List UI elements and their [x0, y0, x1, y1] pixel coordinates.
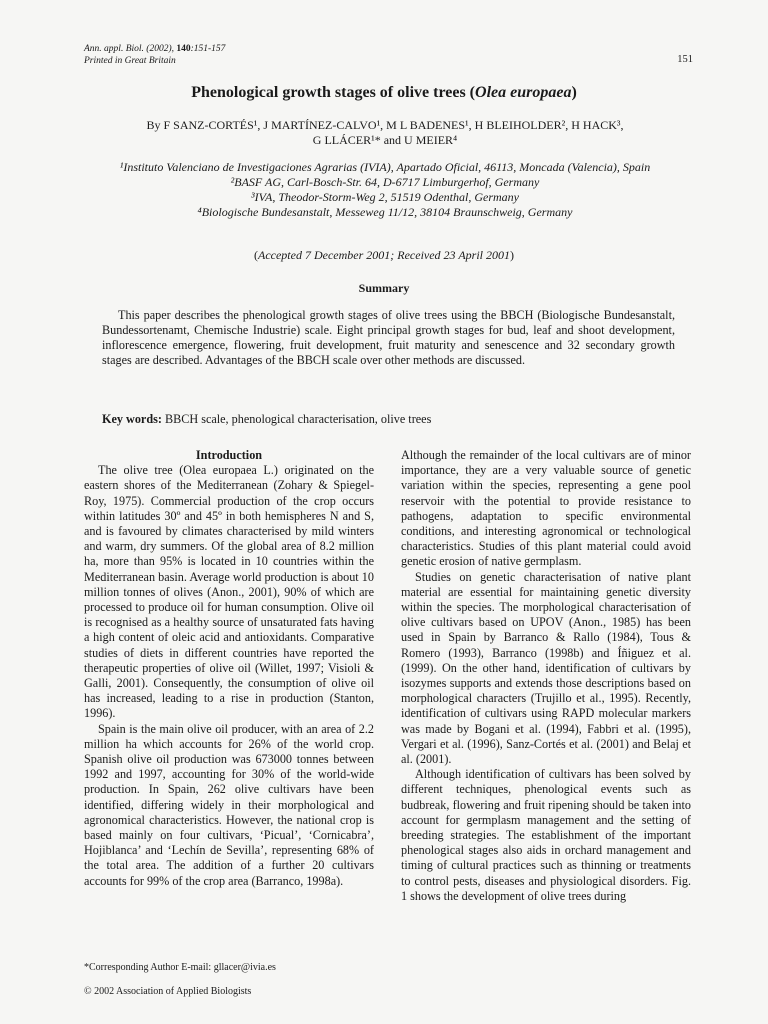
accepted-text: Accepted 7 December 2001; Received 23 April 2001: [257, 248, 511, 262]
author-list: [90, 118, 680, 148]
journal-year: (2002),: [146, 44, 174, 54]
title-close: ): [571, 84, 577, 101]
printed-in: Printed in Great Britain: [84, 55, 176, 66]
introduction-heading: Introduction: [195, 448, 263, 462]
page-number: 151: [677, 54, 693, 65]
authors-line-1: By F SANZ-CORTÉS¹, J MARTÍNEZ-CALVO¹, M L BADENES¹, H BLEIHOLDER², H HACK³,: [146, 118, 624, 132]
body-paragraph: Although the remainder of the local cultivars are of minor importance, they are a very valuable source of genetic variation within the species, representing a gene pool reservoir with the potential to provide resistance to pathogens, adaptation to specific environmental conditions, and interesting agronomical or technological characteristics. Studies of this plant material could avoid genetic erosion of native germplasm.: [401, 448, 691, 569]
keywords-text: BBCH scale, phenological characterisation, olive trees: [161, 412, 432, 426]
title-main: Phenological growth stages of olive trees (: [191, 84, 476, 101]
summary-text: This paper describes the phenological growth stages of olive trees using the BBCH (Biologische Bundesanstalt, Bundessortenamt, Chemische Industrie) scale. Eight principal growth stages for bud, leaf and shoot development, inflorescence emergence, flowering, fruit development, fruit maturity and senescence and 32 secondary growth stages are described. Advantages of the BBCH scale over other methods are discussed.: [102, 308, 675, 367]
body-paragraph: Although identification of cultivars has been solved by different techniques, phenological events such as budbreak, flowering and fruit ripening should be taken into account for germplasm management and the setting of breeding strategies. The establishment of the important phenological stages also aids in orchard management and timing of cultural practices such as thinning or treatments to control pests, diseases and physiological disorders. Fig. 1 shows the development of olive trees during: [401, 767, 691, 903]
affiliation-4: ⁴Biologische Bundesanstalt, Messeweg 11/12, 38104 Braunschweig, Germany: [197, 205, 573, 219]
right-column: [401, 448, 691, 904]
body-paragraph: The olive tree (Olea europaea L.) originated on the eastern shores of the Mediterranean (Zohary & Spiegel-Roy, 1975). Commercial production of the crop occurs within latitudes 30º and 45º in both hemispheres N and S, and is favoured by climates characterised by mild winters and warm, dry summers. Of the global area of 8.2 million ha, more than 95% is located in 10 countries within the Mediterranean basin. Average world production is about 10 million tonnes of olives (Anon., 2001), 90% of which are processed to produce oil for human consumption. Olive oil is recognised as a healthy source of unsaturated fats having a high content of oleic acid and antioxidants. Comparative studies of diets in different countries have reported the therapeutic properties of olive oil (Willet, 1997; Visioli & Galli, 2001). Consequently, the consumption of olive oil has increased, leading to a rise in production (Stanton, 1996).: [84, 463, 374, 721]
corresponding-author-footnote: *Corresponding Author E-mail: gllacer@ivia.es: [84, 962, 276, 973]
keywords-label: Key words:: [102, 412, 162, 426]
affiliation-2: ²BASF AG, Carl-Bosch-Str. 64, D-6717 Limburgerhof, Germany: [230, 175, 540, 189]
paper-title: [0, 84, 768, 102]
keywords: [102, 412, 675, 427]
accepted-dates: (Accepted 7 December 2001; Received 23 April 2001): [253, 248, 515, 262]
affiliations: [80, 160, 690, 220]
affiliation-1: ¹Instituto Valenciano de Investigaciones Agrarias (IVIA), Apartado Oficial, 46113, Moncada (Valencia), Spain: [119, 160, 651, 174]
authors-line-2: G LLÁCER¹* and U MEIER⁴: [312, 133, 458, 147]
running-header: [84, 44, 225, 67]
left-column: [84, 448, 374, 889]
journal-volume: 140: [176, 44, 191, 54]
journal-pages: :151-157: [190, 44, 226, 54]
title-species: Olea europaea: [475, 84, 572, 101]
body-paragraph: Spain is the main olive oil producer, with an area of 2.2 million ha which accounts for 26% of the world crop. Spanish olive oil production was 673000 tonnes between 1992 and 1997, accounting for 30% of the world-wide production. In Spain, 262 olive cultivars have been identified, differing widely in their morphological and agronomical characteristics. However, the national crop is based mainly on four cultivars, ‘Picual’, ‘Cornicabra’, Hojiblanca’ and ‘Lechín de Sevilla’, representing 68% of the total area. The addition of a further 20 cultivars accounts for 99% of the crop area (Barranco, 1998a).: [84, 721, 374, 888]
journal-name: Ann. appl. Biol.: [84, 44, 144, 54]
affiliation-3: ³IVA, Theodor-Storm-Weg 2, 51519 Odenthal, Germany: [251, 190, 519, 204]
summary-heading: Summary: [358, 281, 410, 295]
body-paragraph: Studies on genetic characterisation of native plant material are essential for maintaining genetic diversity within the species. The morphological characterisation of olive cultivars based on UPOV (Anon., 1985) has been used in Spain by Barranco & Rallo (1984), Tous & Romero (1993), Barranco (1998b) and Íñiguez et al. (1999). On the other hand, identification of cultivars by isozymes supports and extends those descriptions based on morphological characters (Trujillo et al., 1995). Recently, identification of cultivars using RAPD molecular markers was made by Bogani et al. (1994), Fabbri et al. (1995), Vergari et al. (1996), Sanz-Cortés et al. (2001) and Belaj et al. (2001).: [401, 569, 691, 767]
copyright-notice: © 2002 Association of Applied Biologists: [84, 986, 252, 997]
